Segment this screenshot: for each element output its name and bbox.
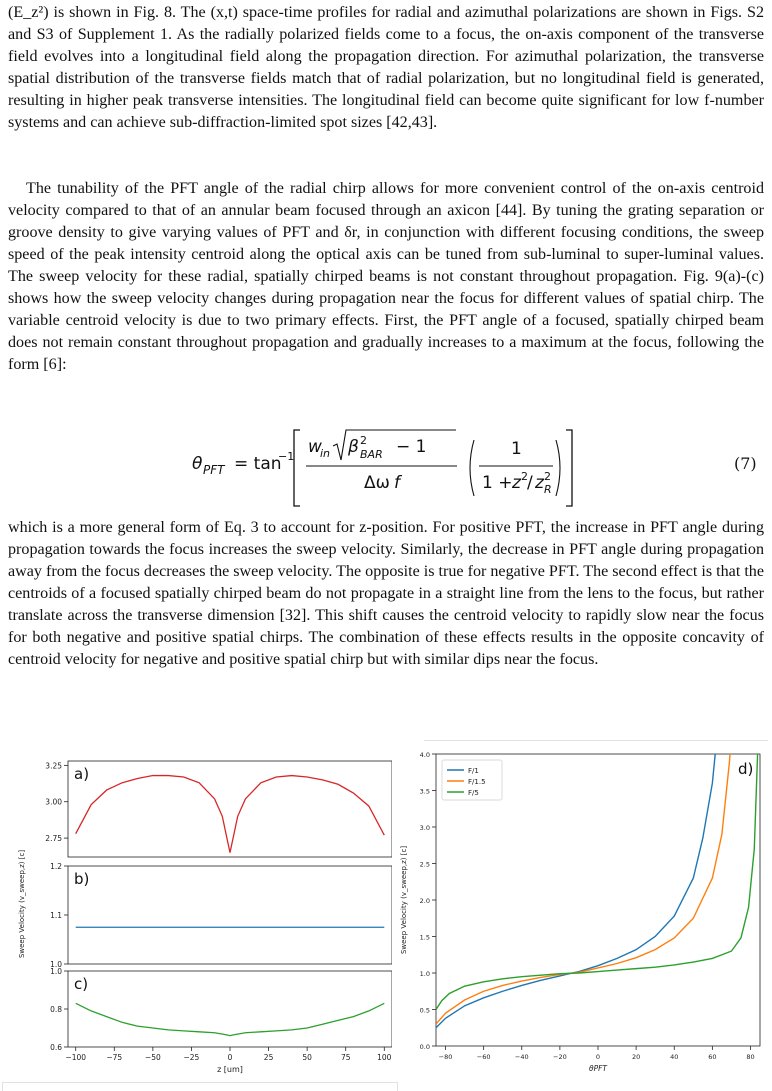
y-tick-label: 3.00 (45, 797, 62, 807)
svg-text:z: z (535, 473, 544, 493)
svg-text:2: 2 (360, 434, 367, 447)
paragraph-1: (E_z²) is shown in Fig. 8. The (x,t) space-time profiles for radial and azimuthal polarizations are shown in Figs. S2 and S3 of Supplement 1. As the radially polarized fields come to a focus, the on-axis component of the transverse field evolves into a longitudinal field along the propagation direction. For azimuthal polarization, the transverse spatial distribution of the transverse fields match that of radial polarization, but no longitudinal field is generated, resulting in higher peak transverse intensities. The longitudinal field can become quite significant for low f-number systems and can achieve sub-diffraction-limited spot sizes [42,43]. (8, 4, 764, 131)
svg-text:PFT: PFT (203, 463, 225, 477)
panel-label: b) (74, 870, 90, 888)
series-line (76, 1003, 385, 1035)
legend-label: F/5 (468, 789, 479, 797)
x-tick-label: 0 (595, 1053, 601, 1061)
panel-label: d) (738, 760, 754, 778)
paragraph-3: which is a more general form of Eq. 3 to account for z-position. For positive PFT, the increase in PFT angle during propagation towards the focus increases the sweep velocity. Similarly, the decrease in PFT angle during propagation away from the focus decreases the sweep velocity. The opposite is true for negative PFT. The second effect is that the centroids of a focused spatially chirped beam do not propagate in a straight line from the lens to the focus, but rather translate across the transverse dimension [32]. This shift causes the centroid velocity to rapidly slow near the focus for both negative and positive spatial chirps. The combination of these effects results in the opposite concavity of centroid velocity for negative and positive spatial chirp but with similar dips near the focus. (8, 519, 764, 668)
stacked-sweep-velocity-plot (4, 745, 400, 1085)
panel-label: a) (74, 765, 90, 783)
y-tick-label: 1.2 (50, 862, 62, 871)
y-tick-label: 0.5 (419, 1006, 430, 1015)
y-tick-label: 1.0 (50, 960, 62, 969)
x-tick-label: 0 (227, 1053, 233, 1062)
sweep-velocity-vs-pft-plot (392, 742, 768, 1076)
y-tick-label: 3.5 (419, 787, 430, 796)
svg-text:Δω: Δω (364, 473, 390, 493)
legend-label: F/1.5 (468, 778, 486, 786)
x-axis-label: z [um] (217, 1065, 243, 1074)
x-tick-label: 20 (631, 1053, 641, 1061)
panel-frame-2 (68, 866, 392, 964)
x-tick-label: −50 (144, 1053, 161, 1062)
x-tick-label: 50 (302, 1053, 312, 1062)
x-tick-label: 100 (377, 1053, 392, 1062)
y-tick-label: 0.6 (50, 1043, 62, 1052)
svg-text:β: β (348, 437, 359, 457)
x-tick-label: −25 (183, 1053, 200, 1062)
panel-frame-1 (68, 761, 392, 857)
y-tick-label: 1.5 (419, 933, 430, 942)
y-tick-label: 3.25 (45, 761, 62, 771)
svg-text:in: in (320, 447, 331, 460)
svg-text:1 +: 1 + (482, 473, 513, 493)
figure-frame-top (424, 740, 768, 742)
x-tick-label: 80 (746, 1053, 755, 1061)
x-tick-label: 25 (263, 1053, 274, 1062)
svg-text:1: 1 (511, 439, 522, 459)
y-axis-label: Sweep Velocity (v_sweep,z) [c] (18, 849, 26, 959)
x-tick-label: 40 (670, 1053, 679, 1061)
y-tick-label: 2.5 (419, 860, 430, 869)
x-axis-label: θPFT (588, 1064, 608, 1073)
svg-text:BAR: BAR (360, 448, 383, 461)
svg-text:−1: −1 (278, 450, 295, 463)
svg-text:f: f (394, 473, 400, 493)
series-line (76, 776, 385, 853)
y-tick-label: 1.0 (419, 970, 430, 978)
x-tick-label: −40 (514, 1053, 529, 1061)
y-tick-label: 1.0 (50, 967, 62, 976)
y-tick-label: 0.8 (50, 1005, 62, 1014)
equation-7 (0, 422, 772, 512)
figure-9-d (392, 742, 768, 1076)
svg-text:z: z (512, 473, 521, 493)
x-tick-label: −100 (65, 1053, 87, 1062)
paragraph-2: The tunability of the PFT angle of the radial chirp allows for more convenient control of the on-axis centroid velocity compared to that of an annular beam focused through an axicon [44]. By tuning the grating separation or groove density to give varying values of PFT and δr, in conjunction with different focusing conditions, the sweep speed of the peak intensity centroid along the optical axis can be tuned from sub-luminal to super-luminal values. The sweep velocity for these radial, spatially chirped beams is not constant throughout propagation. Fig. 9(a)-(c) shows how the sweep velocity changes during propagation near the focus for different values of spatial chirp. The variable centroid velocity is due to two primary effects. First, the PFT angle of a focused, spatially chirped beam does not remain constant throughout propagation and gradually increases to a maximum at the focus, following the form [6]: (8, 180, 764, 373)
svg-text:2: 2 (521, 470, 528, 483)
x-tick-label: 60 (708, 1053, 717, 1061)
y-tick-label: 4.0 (419, 751, 430, 759)
x-tick-label: −60 (476, 1053, 491, 1061)
legend-label: F/1 (468, 767, 479, 775)
panel-label: c) (74, 975, 89, 993)
svg-text:w: w (308, 437, 322, 457)
equation-number: (7) (734, 454, 757, 473)
svg-text:θ: θ (192, 454, 203, 474)
x-tick-label: 75 (340, 1053, 351, 1062)
svg-text:/: / (527, 473, 533, 493)
figure-9-abc (4, 745, 400, 1085)
y-tick-label: 2.75 (45, 834, 62, 844)
y-tick-label: 0.0 (419, 1043, 430, 1051)
x-tick-label: −80 (438, 1053, 453, 1061)
y-tick-label: 2.0 (419, 897, 430, 905)
y-tick-label: 3.0 (419, 824, 430, 832)
y-axis-label: Sweep Velocity (v_sweep,z) [c] (400, 845, 408, 955)
svg-text:R: R (544, 483, 552, 496)
x-tick-label: −20 (553, 1053, 567, 1061)
svg-text:− 1: − 1 (396, 437, 427, 457)
svg-text:2: 2 (544, 470, 551, 483)
x-tick-label: −75 (106, 1053, 123, 1062)
svg-text:= tan: = tan (234, 454, 282, 474)
y-tick-label: 1.1 (50, 911, 62, 920)
